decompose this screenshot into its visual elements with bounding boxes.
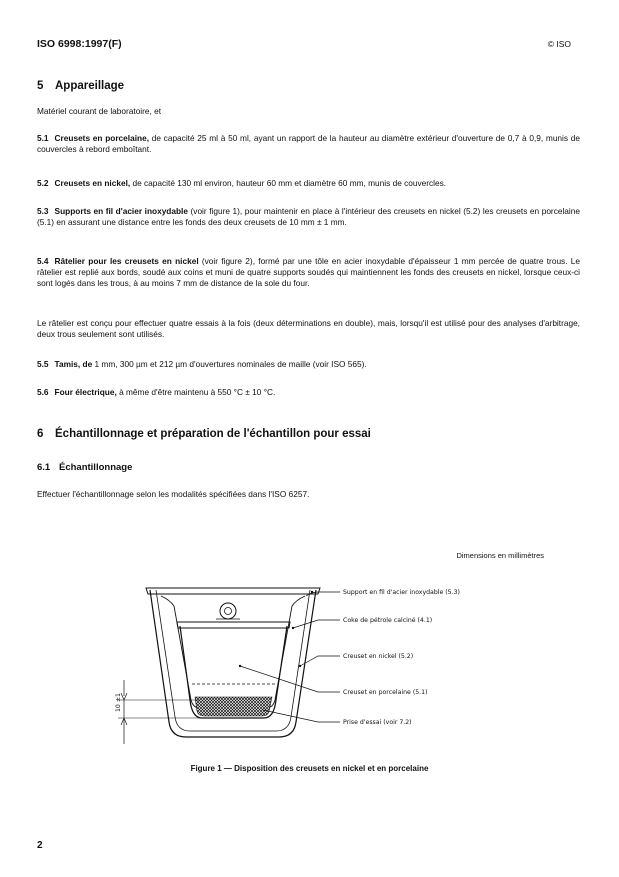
clause-text: Le râtelier est conçu pour effectuer quatre essais à la fois (deux déterminations en double), mais, lorsqu'il est utilisé pour des analyses d'arbitrage, deux trous seulement sont utilisés. bbox=[37, 318, 580, 339]
subsection-number: 6.1 bbox=[37, 462, 51, 473]
porcelain-crucible-lid bbox=[177, 622, 290, 628]
label-coke: Coke de pétrole calciné (4.1) bbox=[343, 617, 433, 624]
dimensions-note: Dimensions en millimètres bbox=[456, 551, 544, 560]
label-test-portion: Prise d'essai (voir 7.2) bbox=[343, 719, 412, 726]
clause-term: Creusets en porcelaine, bbox=[54, 133, 149, 143]
dimension-label: 10 ±1 bbox=[115, 693, 122, 712]
test-portion bbox=[195, 697, 272, 716]
clause-number: 5.5 bbox=[37, 359, 49, 369]
clause-number: 5.1 bbox=[37, 133, 49, 143]
clause-term: Râtelier pour les creusets en nickel bbox=[54, 256, 199, 266]
clause-term: Supports en fil d'acier inoxydable bbox=[54, 206, 188, 216]
page-number: 2 bbox=[37, 840, 43, 851]
clause-text: de capacité 25 ml à 50 ml, ayant un rapport de la hauteur au diamètre extérieur d'ouverture de 0,7 à 0,9, munis de couvercles à rebord emboîtant. bbox=[37, 133, 580, 154]
clause-number: 5.2 bbox=[37, 178, 49, 188]
section-number: 5 bbox=[37, 80, 44, 92]
clause-number: 5.3 bbox=[37, 206, 49, 216]
clause-text: à même d'être maintenu à 550 °C ± 10 °C. bbox=[116, 387, 276, 397]
clause-number: 5.4 bbox=[37, 256, 49, 266]
clause-text: de capacité 130 ml environ, hauteur 60 mm et diamètre 60 mm, munis de couvercles. bbox=[130, 178, 447, 188]
clause-text: (voir figure 1), pour maintenir en place à l'intérieur des creusets en nickel (5.2) les creusets en porcelaine (5.1) en assurant une distance entre les fonds des deux creusets de 10 mm ± 1 mm. bbox=[37, 206, 580, 227]
leader-sample bbox=[263, 710, 340, 722]
clause-term: Four électrique, bbox=[54, 387, 117, 397]
clause-text: 1 mm, 300 µm et 212 µm d'ouvertures nominales de maille (voir ISO 565). bbox=[92, 359, 367, 369]
leader-coke bbox=[293, 620, 340, 628]
leader-porcelain bbox=[240, 666, 340, 692]
section-title: Échantillonnage et préparation de l'échantillon pour essai bbox=[55, 428, 371, 440]
label-support: Support en fil d'acier inoxydable (5.3) bbox=[343, 589, 460, 596]
standard-number: ISO 6998:1997(F) bbox=[37, 38, 122, 50]
clause-number: 5.6 bbox=[37, 387, 49, 397]
nickel-crucible-lid bbox=[146, 588, 320, 594]
figure-caption: Figure 1 — Disposition des creusets en nickel et en porcelaine bbox=[190, 764, 429, 773]
clause-term: Creusets en nickel, bbox=[54, 178, 131, 188]
label-nickel-crucible: Creuset en nickel (5.2) bbox=[343, 653, 414, 660]
subsection-6-1-text: Effectuer l'échantillonnage selon les modalités spécifiées dans l'ISO 6257. bbox=[37, 489, 310, 499]
clause-term: Tamis, de bbox=[54, 359, 93, 369]
subsection-title: Échantillonnage bbox=[59, 462, 133, 473]
lid-knob bbox=[220, 603, 236, 619]
section-number: 6 bbox=[37, 428, 44, 440]
label-porcelain-crucible: Creuset en porcelaine (5.1) bbox=[343, 689, 428, 696]
clause-text: (voir figure 2), formé par une tôle en acier inoxydable d'épaisseur 1 mm percée de quatre trous. Le râtelier est replié aux bords, soudé aux coins et muni de quatre supports soudés qui maintiennent les fonds des creusets en nickel, lorsque ceux-ci sont logés dans les trous, à au moins 7 mm de distance de la sole du four. bbox=[37, 256, 581, 288]
section-title: Appareillage bbox=[55, 80, 125, 92]
section-5-intro: Matériel courant de laboratoire, et bbox=[37, 106, 162, 116]
copyright-notice: © ISO bbox=[547, 39, 571, 49]
